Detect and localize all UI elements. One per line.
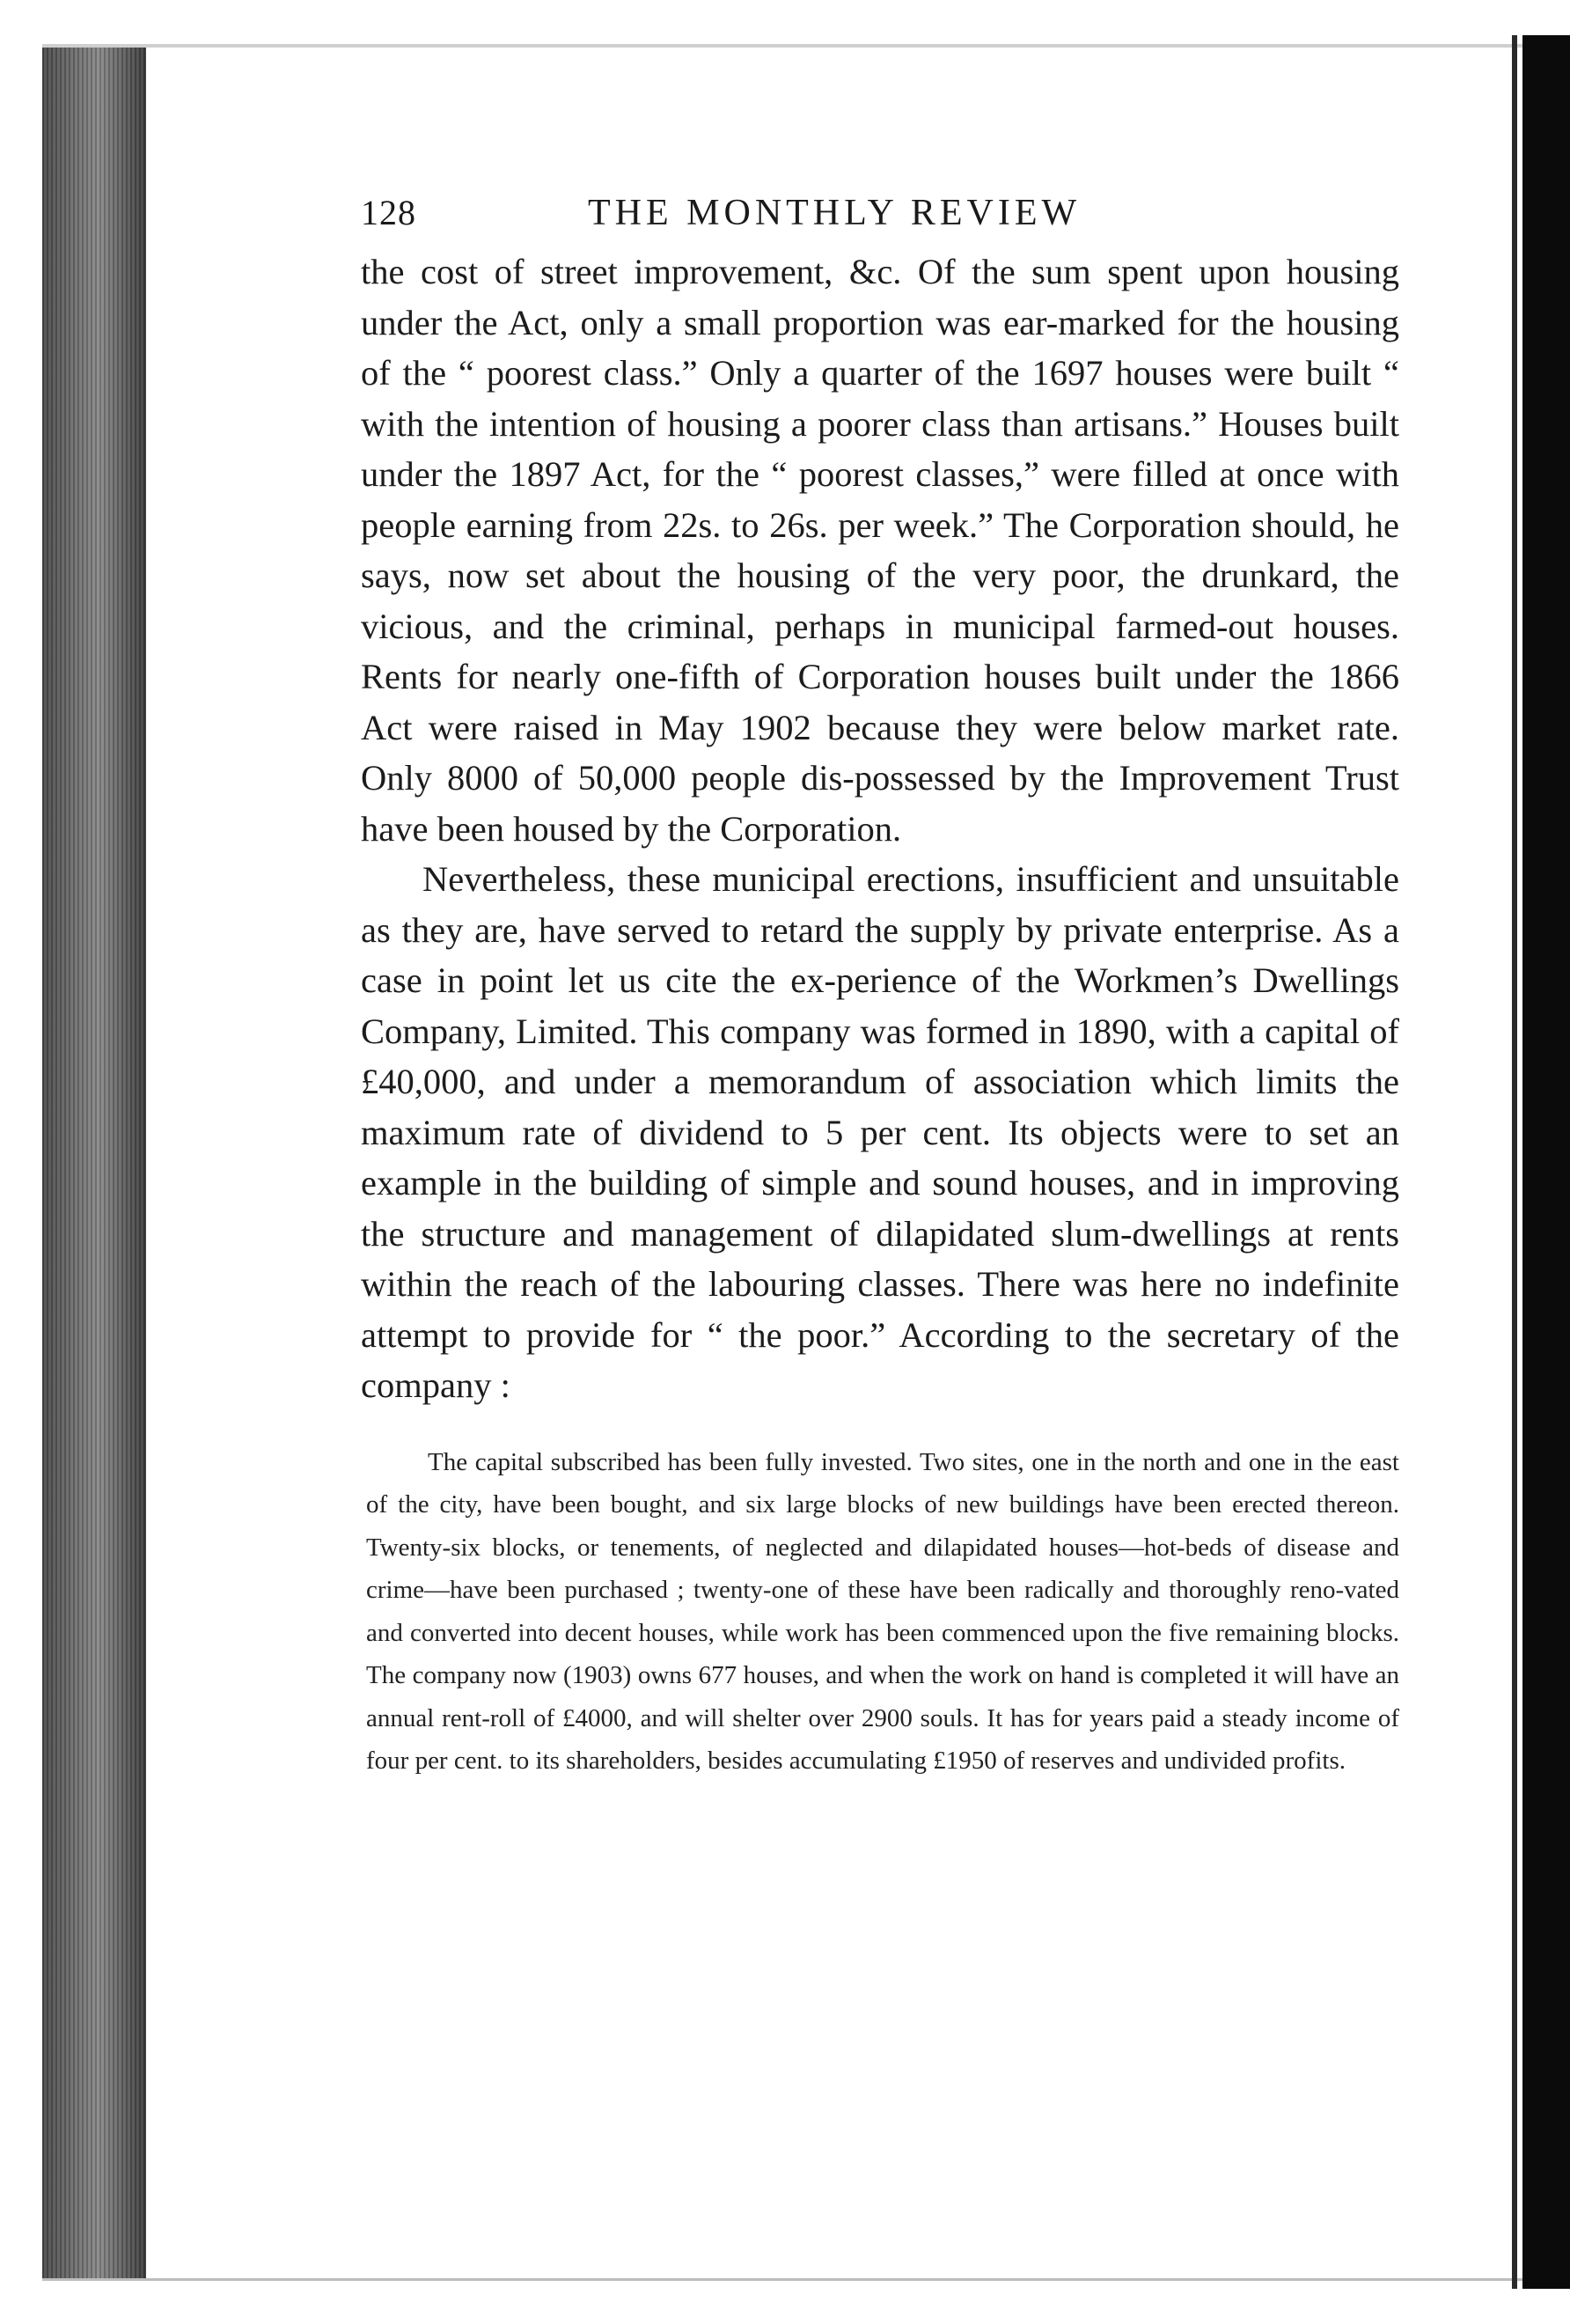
book-page bbox=[361, 185, 1399, 1783]
scan-background-right bbox=[1522, 35, 1570, 2289]
body-text bbox=[361, 246, 1399, 1411]
paragraph-1: the cost of street improvement, &c. Of the sum spent upon housing under the Act, only a small proportion was ear-marked for the housing of the “ poorest class.” Only a quarter of the 1697 houses were built “ with the intention of housing a poorer class than artisans.” Houses built under the 1897 Act, for the “ poorest classes,” were filled at once with people earning from 22s. to 26s. per week.” The Corporation should, he says, now set about the housing of the very poor, the drunkard, the vicious, and the criminal, perhaps in municipal farmed-out houses. Rents for nearly one-fifth of Corporation houses built under the 1866 Act were raised in May 1902 because they were below market rate. Only 8000 of 50,000 people dis-possessed by the Improvement Trust have been housed by the Corporation. bbox=[361, 252, 1399, 849]
scan-bottom-edge bbox=[42, 2278, 1530, 2281]
scan-top-edge bbox=[42, 44, 1530, 48]
quote-text: The capital subscribed has been fully invested. Two sites, one in the north and one in the east of the city, have been bought, and six large blocks of new buildings have been erected thereon. Twenty-six blocks, or tenements, of neglected and dilapidated houses—hot-beds of disease and crime—have been purchased ; twenty-one of these have been radically and thoroughly reno-vated and converted into decent houses, while work has been commenced upon the five remaining blocks. The company now (1903) owns 677 houses, and when the work on hand is completed it will have an annual rent-roll of £4000, and will shelter over 2900 souls. It has for years paid a steady income of four per cent. to its shareholders, besides accumulating £1950 of reserves and undivided profits. bbox=[366, 1447, 1399, 1775]
binding-shadow bbox=[1512, 35, 1517, 2289]
page-number: 128 bbox=[361, 193, 416, 232]
paragraph-2: Nevertheless, these municipal erections, insufficient and unsuitable as they are, have served to retard the supply by private enterprise. As a case in point let us cite the ex-perience of the Workmen’s Dwellings Company, Limited. This company was formed in 1890, with a capital of £40,000, and under a memorandum of association which limits the maximum rate of dividend to 5 per cent. Its objects were to set an example in the building of simple and sound houses, and in improving the structure and management of dilapidated slum-dwellings at rents within the reach of the labouring classes. There was here no indefinite attempt to provide for “ the poor.” According to the secretary of the company : bbox=[361, 859, 1399, 1405]
block-quote bbox=[361, 1441, 1399, 1783]
page-edge-texture bbox=[42, 44, 146, 2280]
journal-title: THE MONTHLY REVIEW bbox=[588, 193, 1082, 233]
running-head bbox=[361, 185, 1399, 246]
